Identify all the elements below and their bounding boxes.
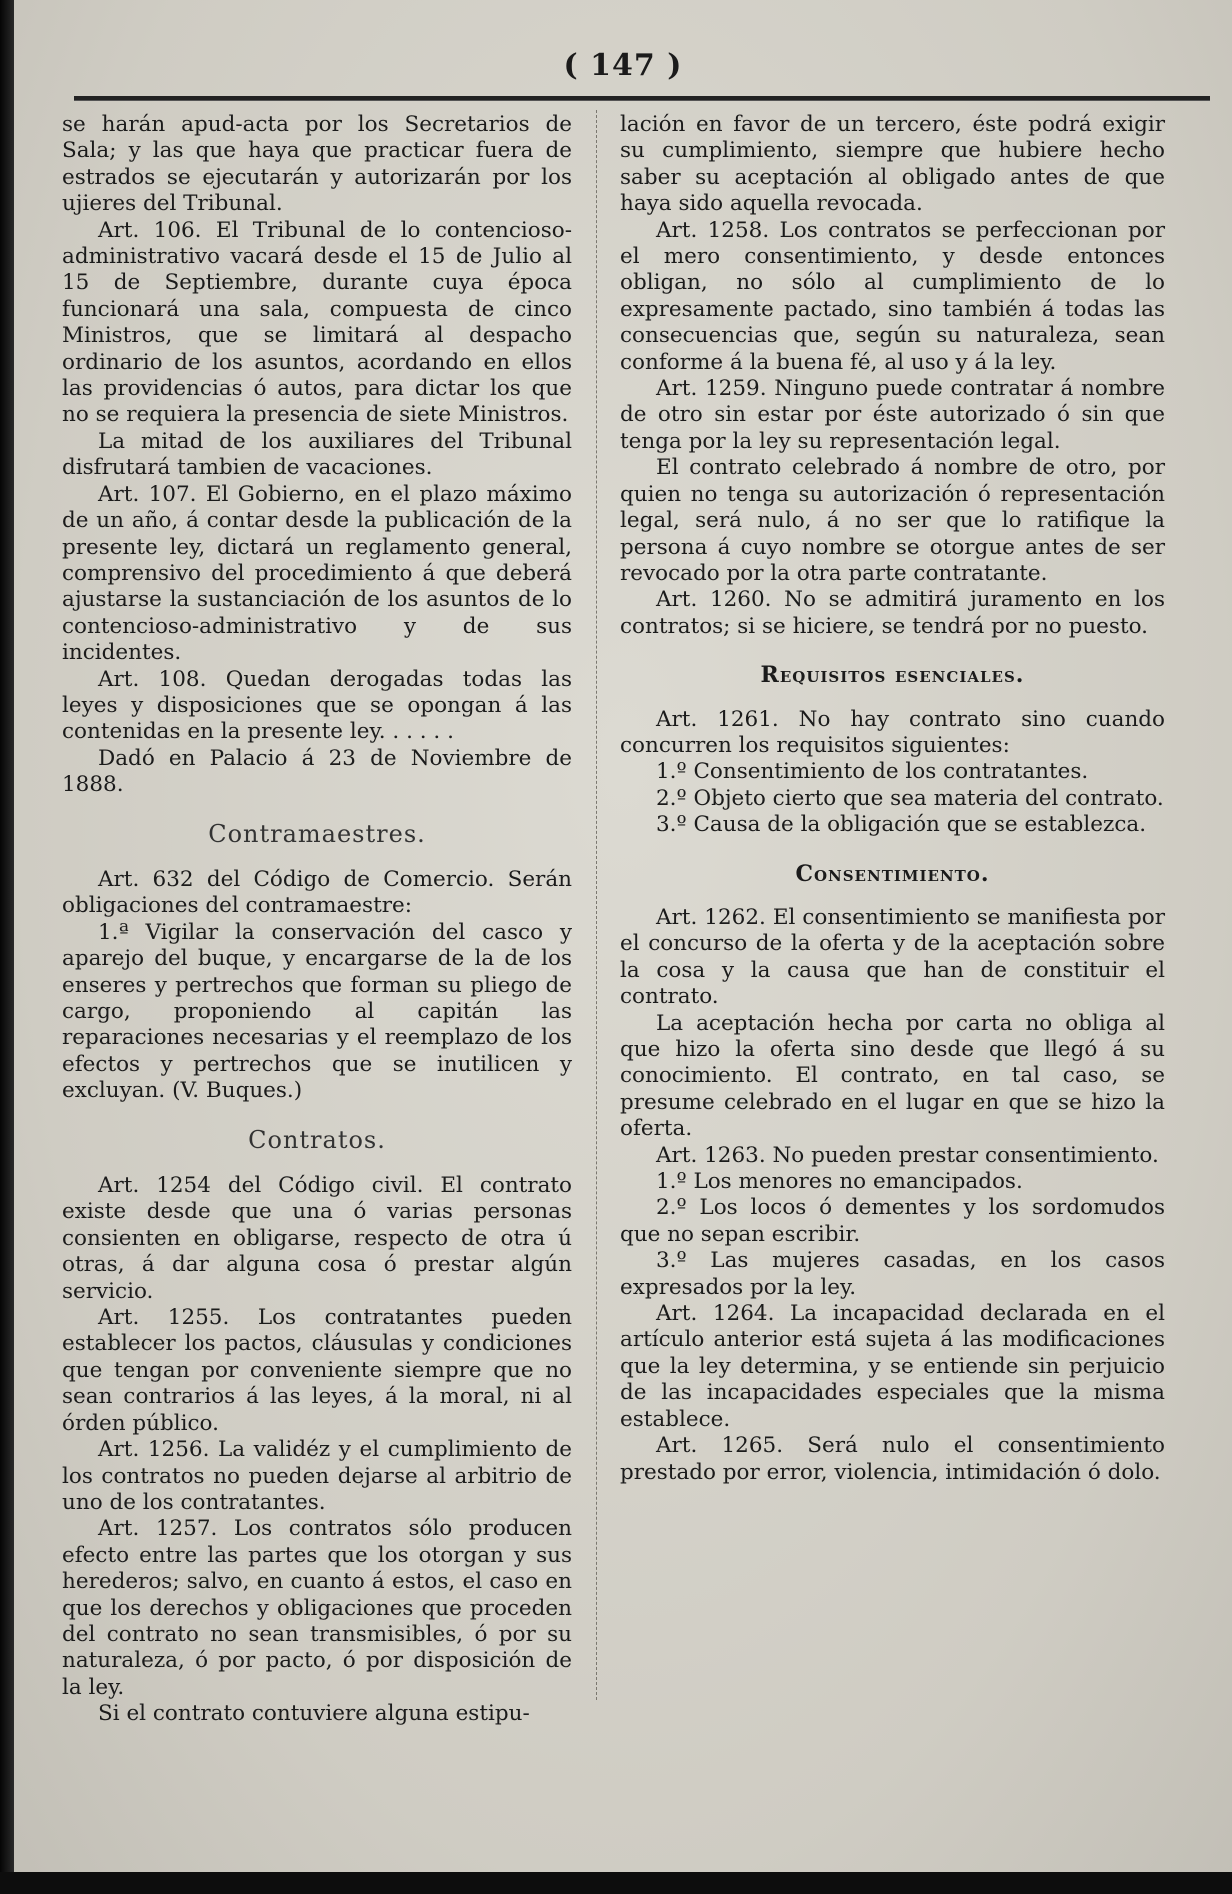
list-item: 1.º Consentimiento de los contratantes. <box>656 759 1089 785</box>
article-1257: Art. 1257. Los contratos sólo producen efecto entre las partes que los otorgan y sus herederos; salvo, en cuanto á estos, el caso en que los derechos y obligaciones que proceden del contrato no sean transmisibles, ó por su naturaleza, ó por pacto, ó por disposición de la ley. <box>62 1516 572 1700</box>
list-item: 2.º Objeto cierto que sea materia del contrato. <box>656 785 1164 811</box>
page-number: ( 147 ) <box>563 48 683 83</box>
column-divider <box>596 110 598 1700</box>
paragraph: La aceptación hecha por carta no obliga al que hizo la oferta sino desde que llegó á su conocimiento. El contrato, en tal caso, se presume celebrado en el lugar en que se hizo la oferta. <box>620 1010 1165 1142</box>
paragraph: Si el contrato contuviere alguna estipu- <box>98 1701 530 1727</box>
section-heading-requisitos: Requisitos esenciales. <box>760 662 1025 689</box>
signature-date-line: Dadó en Palacio á 23 de Noviembre de 1888. <box>62 745 572 798</box>
article-1264: Art. 1264. La incapacidad declarada en el artículo anterior está sujeta á las modificaciones que la ley determina, y se entiende sin perjuicio de las incapacidades especiales que la misma establece. <box>620 1301 1165 1432</box>
article-1254: Art. 1254 del Código civil. El contrato existe desde que una ó varias personas consienten en obligarse, respecto de otra ú otras, á dar alguna cosa ó prestar algún servicio. <box>62 1173 572 1304</box>
article-106: Art. 106. El Tribunal de lo contencioso-administrativo vacará desde el 15 de Julio al 15 de Septiembre, durante cuya época funcionará una sala, compuesta de cinco Ministros, que se limitará al despacho ordinario de los asuntos, acordando en ellos las providencias ó autos, para dictar los que no se requiera la presencia de siete Ministros. <box>62 217 572 428</box>
list-item: 1.º Los menores no emancipados. <box>656 1169 1023 1195</box>
article-1258: Art. 1258. Los contratos se perfeccionan por el mero consentimiento, y desde entonces obligan, no sólo al cumplimiento de lo expresamente pactado, sino también á todas las consecuencias que, según su naturaleza, sean conforme á la buena fé, al uso y á la ley. <box>620 217 1165 375</box>
header-rule <box>74 96 1210 101</box>
list-item: 3.º Causa de la obligación que se establezca. <box>656 812 1147 838</box>
article-632: Art. 632 del Código de Comercio. Serán obligaciones del contramaestre: <box>62 866 572 919</box>
book-page <box>14 0 1232 1894</box>
paragraph: La mitad de los auxiliares del Tribunal disfrutará tambien de vacaciones. <box>62 428 572 481</box>
article-1262: Art. 1262. El consentimiento se manifiesta por el concurso de la oferta y de la aceptación sobre la cosa y la causa que han de constituir el contrato. <box>620 904 1165 1010</box>
list-item: 2.º Los locos ó dementes y los sordomudos que no sepan escribir. <box>620 1195 1165 1247</box>
article-1255: Art. 1255. Los contratantes pueden establecer los pactos, cláusulas y condiciones que tengan por conveniente siempre que no sean contrarios á las leyes, á la moral, ni al órden público. <box>62 1305 572 1436</box>
section-heading-contratos: Contratos. <box>248 1125 386 1154</box>
article-1265: Art. 1265. Será nulo el consentimiento prestado por error, violencia, intimidación ó dolo. <box>620 1433 1165 1485</box>
left-column <box>62 112 572 1728</box>
paragraph: se harán apud-acta por los Secretarios de Sala; y las que haya que practicar fuera de estrados se ejecutarán y autorizarán por los ujieres del Tribunal. <box>62 112 572 217</box>
article-1256: Art. 1256. La validéz y el cumplimiento de los contratos no pueden dejarse al arbitrio de uno de los contratantes. <box>62 1437 572 1515</box>
paragraph: lación en favor de un tercero, éste podrá exigir su cumplimiento, siempre que hubiere hecho saber su aceptación al obligado antes de que haya sido aquella revocada. <box>620 112 1165 217</box>
article-1260: Art. 1260. No se admitirá juramento en los contratos; si se hiciere, se tendrá por no puesto. <box>620 587 1165 639</box>
section-heading-consentimiento: Consentimiento. <box>795 860 990 887</box>
article-107: Art. 107. El Gobierno, en el plazo máximo de un año, á contar desde la publicación de la presente ley, dictará un reglamento general, comprensivo del procedimiento á que deberá ajustarse la sustanciación de los asuntos de lo contencioso-administrativo y de sus incidentes. <box>62 481 572 666</box>
article-108: Art. 108. Quedan derogadas todas las leyes y disposiciones que se opongan á las contenidas en la presente ley. . . . . . <box>62 666 572 745</box>
article-1259: Art. 1259. Ninguno puede contratar á nombre de otro sin estar por éste autorizado ó sin que tenga por la ley su representación legal. <box>620 376 1165 454</box>
list-item: 3.º Las mujeres casadas, en los casos expresados por la ley. <box>620 1248 1165 1300</box>
list-item: 1.ª Vigilar la conservación del casco y aparejo del buque, y encargarse de la de los enseres y pertrechos que forman su pliego de cargo, proponiendo al capitán las reparaciones necesarias y el reemplazo de los efectos y pertrechos que se inutilicen y excluyan. (V. Buques.) <box>62 919 572 1104</box>
article-1263: Art. 1263. No pueden prestar consentimiento. <box>656 1142 1159 1168</box>
scan-footer-strip <box>0 1872 1232 1894</box>
right-column <box>620 112 1165 1486</box>
section-heading-contramaestres: Contramaestres. <box>208 819 426 848</box>
scan-binding-edge <box>0 0 14 1894</box>
paragraph: El contrato celebrado á nombre de otro, por quien no tenga su autorización ó representación legal, será nulo, á no ser que lo ratifique la persona á cuyo nombre se otorgue antes de ser revocado por la otra parte contratante. <box>620 455 1165 586</box>
article-1261: Art. 1261. No hay contrato sino cuando concurren los requisitos siguientes: <box>620 706 1165 758</box>
